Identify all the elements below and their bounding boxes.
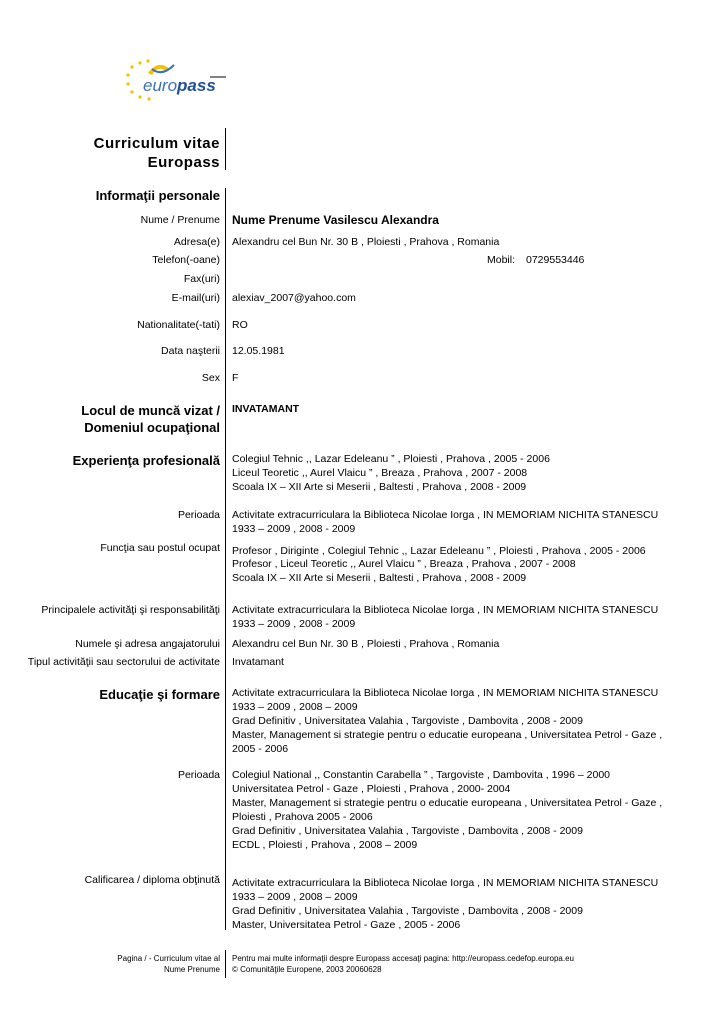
sex-label: Sex: [201, 372, 220, 384]
edu-period-label: Perioada: [177, 769, 220, 781]
birthdate-value: 12.05.1981: [232, 345, 285, 357]
activities-line: 1933 – 2009 , 2008 - 2009: [232, 618, 356, 630]
mobile-value: 0729553446: [526, 254, 585, 266]
qualification-label: Calificarea / diploma obţinută: [84, 874, 220, 886]
cv-title-line1: Curriculum vitae: [93, 135, 220, 152]
fax-label: Fax(uri): [183, 273, 220, 285]
edu-period-line: Ploiesti , Prahova 2005 - 2006: [232, 811, 373, 823]
footer-copyright: © Comunităţile Europene, 2003 20060628: [232, 965, 382, 974]
phone-label: Telefon(-oane): [152, 254, 220, 266]
sex-value: F: [232, 372, 239, 384]
address-value: Alexandru cel Bun Nr. 30 B , Ploiesti , Prahova , Romania: [232, 236, 500, 248]
edu-period-line: Master, Management si strategie pentru o educatie europeana , Universitatea Petrol - Gaze ,: [232, 797, 663, 809]
position-line: Profesor , Liceul Teoretic ,, Aurel Vlaicu ” , Breaza , Prahova , 2007 - 2008: [232, 558, 576, 570]
qualification-line: Grad Definitiv , Universitatea Valahia , Targoviste , Dambovita , 2008 - 2009: [232, 905, 583, 917]
footer-page-info: Pagina / - Curriculum vitae al: [117, 954, 220, 963]
cv-title-line2: Europass: [147, 154, 220, 171]
education-line: Master, Management si strategie pentru o educatie europeana , Universitatea Petrol - Gaze ,: [232, 729, 663, 741]
position-line: Profesor , Diriginte , Colegiul Tehnic ,, Lazar Edeleanu ” , Ploiesti , Prahova , 2005 - 2006: [232, 545, 646, 557]
qualification-line: Activitate extracurriculara la Biblioteca Nicolae Iorga , IN MEMORIAM NICHITA STANESCU: [232, 877, 659, 889]
address-label: Adresa(e): [173, 236, 220, 248]
footer-name: Nume Prenume: [163, 965, 220, 974]
divider-line: [225, 188, 226, 930]
employer-value: Alexandru cel Bun Nr. 30 B , Ploiesti , Prahova , Romania: [232, 638, 500, 650]
education-line: 1933 – 2009 , 2008 – 2009: [232, 701, 358, 713]
job-value: INVATAMANT: [232, 403, 300, 415]
activities-line: Activitate extracurriculara la Biblioteca Nicolae Iorga , IN MEMORIAM NICHITA STANESCU: [232, 604, 659, 616]
sector-value: Invatamant: [232, 656, 284, 668]
email-value[interactable]: alexiav_2007@yahoo.com: [232, 292, 356, 304]
personal-section-heading: Informaţii personale: [95, 188, 220, 203]
experience-line: Colegiul Tehnic ,, Lazar Edeleanu ” , Ploiesti , Prahova , 2005 - 2006: [232, 453, 550, 465]
nationality-value: RO: [232, 319, 248, 331]
experience-line: Liceul Teoretic ,, Aurel Vlaicu ” , Breaza , Prahova , 2007 - 2008: [232, 467, 528, 479]
exp-period-line: 1933 – 2009 , 2008 - 2009: [232, 523, 356, 535]
employer-label: Numele şi adresa angajatorului: [75, 638, 220, 650]
name-label: Nume / Prenume: [140, 214, 220, 226]
birthdate-label: Data naşterii: [161, 345, 220, 357]
education-line: Activitate extracurriculara la Biblioteca Nicolae Iorga , IN MEMORIAM NICHITA STANESCU: [232, 687, 659, 699]
qualification-line: Master, Universitatea Petrol - Gaze , 2005 - 2006: [232, 919, 461, 931]
edu-period-line: ECDL , Ploiesti , Prahova , 2008 – 2009: [232, 839, 418, 851]
exp-period-line: Activitate extracurriculara la Biblioteca Nicolae Iorga , IN MEMORIAM NICHITA STANESCU: [232, 509, 659, 521]
position-label: Funcţia sau postul ocupat: [100, 542, 220, 554]
position-line: Scoala IX – XII Arte si Meserii , Baltesti , Prahova , 2008 - 2009: [232, 572, 527, 584]
email-label: E-mail(uri): [171, 292, 220, 304]
divider-line: [225, 128, 226, 170]
education-line: 2005 - 2006: [232, 743, 289, 755]
experience-section-heading: Experienţa profesională: [72, 453, 220, 468]
footer-europass-link[interactable]: Pentru mai multe informaţii despre Europass accesaţi pagina: http://europass.cedefop.europa.eu: [232, 954, 574, 963]
divider-line: [225, 950, 226, 978]
mobile-label: Mobil:: [487, 254, 516, 266]
edu-period-line: Colegiul National ,, Constantin Carabella ” , Targoviste , Dambovita , 1996 – 2000: [232, 769, 611, 781]
edu-period-line: Grad Definitiv , Universitatea Valahia , Targoviste , Dambovita , 2008 - 2009: [232, 825, 583, 837]
name-value: Nume Prenume Vasilescu Alexandra: [232, 213, 439, 227]
qualification-line: 1933 – 2009 , 2008 – 2009: [232, 891, 358, 903]
education-section-heading: Educaţie şi formare: [99, 687, 220, 702]
exp-period-label: Perioada: [177, 509, 220, 521]
edu-period-line: Universitatea Petrol - Gaze , Ploiesti , Prahova , 2000- 2004: [232, 783, 511, 795]
nationality-label: Nationalitate(-tati): [137, 319, 220, 331]
experience-line: Scoala IX – XII Arte si Meserii , Baltesti , Prahova , 2008 - 2009: [232, 481, 527, 493]
job-label-line1: Locul de muncă vizat /: [81, 403, 220, 418]
activities-label: Principalele activităţi şi responsabilităţi: [41, 604, 220, 616]
education-line: Grad Definitiv , Universitatea Valahia , Targoviste , Dambovita , 2008 - 2009: [232, 715, 583, 727]
logo-text: europass: [143, 76, 216, 95]
sector-label: Tipul activităţii sau sectorului de activitate: [27, 656, 220, 668]
job-label-line2: Domeniul ocupaţional: [84, 420, 220, 435]
